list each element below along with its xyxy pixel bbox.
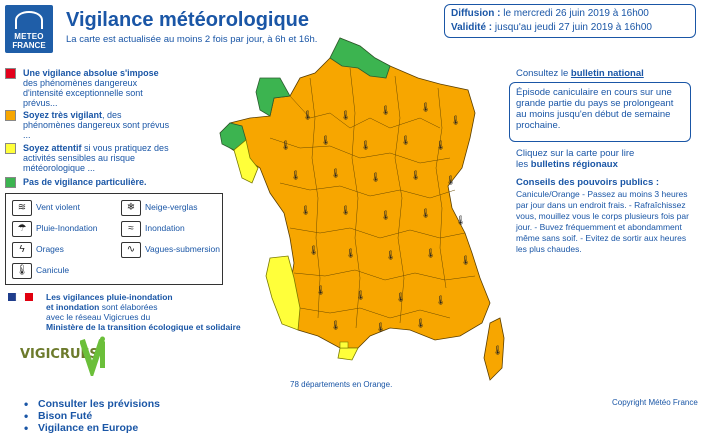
logo-line2: FRANCE — [12, 41, 46, 50]
validite-value: jusqu'au jeudi 27 juin 2019 à 16h00 — [494, 22, 652, 33]
thermometer-icon: 🌡 — [380, 105, 392, 115]
heatwave-icon: 🌡 — [12, 263, 32, 279]
situation-message: Épisode caniculaire en cours sur une grande partie du pays se prolongeant au moins jusqu'en début de semaine prochaine. — [516, 87, 674, 131]
rain-flood-label: Pluie-Inondation — [36, 223, 98, 233]
regional-line1: Cliquez sur la carte pour lire — [516, 148, 635, 159]
snow-ice-icon: ❄ — [121, 200, 141, 216]
legend-green-strong: Pas de vigilance particulière. — [23, 177, 147, 187]
wind-icon: ≋ — [12, 200, 32, 216]
advice-section — [516, 177, 696, 255]
storm-label: Orages — [36, 244, 64, 254]
legend-red-strong: Une vigilance absolue s'impose — [23, 68, 159, 78]
yellow-swatch — [5, 143, 16, 154]
thermometer-icon: 🌡 — [415, 318, 427, 328]
thermometer-icon: 🌡 — [380, 210, 392, 220]
bulletin-prefix: Consultez le — [516, 68, 571, 79]
meteo-france-logo[interactable] — [5, 5, 53, 53]
regional-line — [516, 148, 634, 170]
vigicrues-line2-strong: et inondation — [46, 302, 100, 312]
thermometer-icon: 🌡 — [340, 205, 352, 215]
logo-line1: METEO — [14, 32, 44, 41]
thermometer-icon: 🌡 — [492, 345, 504, 355]
thermometer-icon: 🌡 — [330, 168, 342, 178]
heatwave-label: Canicule — [36, 265, 70, 275]
thermometer-icon: 🌡 — [315, 285, 327, 295]
validite-label: Validité : — [451, 22, 493, 33]
red-swatch — [5, 68, 16, 79]
thermometer-icon: 🌡 — [385, 250, 397, 260]
regional-link[interactable]: bulletins régionaux — [530, 159, 618, 170]
french-flag-icon — [8, 293, 33, 301]
storm-icon: ϟ — [12, 242, 32, 258]
thermometer-icon: 🌡 — [280, 140, 292, 150]
orange-swatch — [5, 110, 16, 121]
vigicrues-line1: Les vigilances pluie-inondation — [46, 292, 173, 302]
legend-yellow-text: si vous pratiquez des activités sensibles au risque météorologique ... — [23, 143, 169, 173]
thermometer-icon: 🌡 — [435, 295, 447, 305]
vigicrues-line4: Ministère de la transition écologique et solidaire — [46, 322, 241, 332]
thermometer-icon: 🌡 — [300, 205, 312, 215]
vigicrues-v-logo[interactable] — [80, 336, 110, 376]
wind-label: Vent violent — [36, 202, 80, 212]
map-yellow-south — [338, 348, 358, 360]
page-subtitle: La carte est actualisée au moins 2 fois par jour, à 6h et 16h. — [66, 34, 318, 45]
thermometer-icon: 🌡 — [425, 248, 437, 258]
thermometer-icon: 🌡 — [355, 290, 367, 300]
thermometer-icon: 🌡 — [308, 245, 320, 255]
ministry-emblem — [8, 304, 34, 324]
france-vigilance-map[interactable] — [190, 18, 510, 393]
diffusion-label: Diffusion : — [451, 8, 501, 19]
regional-prefix: les — [516, 159, 531, 170]
thermometer-icon: 🌡 — [445, 175, 457, 185]
thermometer-icon: 🌡 — [450, 115, 462, 125]
page-title: Vigilance météorologique — [66, 9, 310, 31]
wave-label: Vagues-submersion — [145, 244, 220, 254]
vigicrues-logo[interactable]: VIGICRUES — [20, 347, 99, 362]
thermometer-icon: 🌡 — [420, 102, 432, 112]
legend-yellow-strong: Soyez attentif — [23, 143, 82, 153]
advice-title: Conseils des pouvoirs publics : — [516, 177, 660, 188]
thermometer-icon: 🌡 — [360, 140, 372, 150]
thermometer-icon: 🌡 — [400, 135, 412, 145]
bulletin-national-line — [516, 68, 644, 79]
bulletin-national-link[interactable]: bulletin national — [570, 68, 644, 79]
legend-orange-strong: Soyez très vigilant — [23, 110, 103, 120]
thermometer-icon: 🌡 — [370, 172, 382, 182]
thermometer-icon: 🌡 — [455, 215, 467, 225]
copyright: Copyright Météo France — [612, 398, 698, 407]
globe-icon — [15, 11, 43, 29]
situation-message-box — [509, 82, 691, 142]
thermometer-icon: 🌡 — [410, 170, 422, 180]
wave-icon: ∿ — [121, 242, 141, 258]
legend-red-text: des phénomènes dangereux d'intensité exceptionnelle sont prévus... — [23, 78, 143, 108]
thermometer-icon: 🌡 — [395, 292, 407, 302]
map-andorra-marker — [340, 342, 348, 348]
rain-flood-icon: ☂ — [12, 221, 32, 237]
link-vigilance-europe[interactable]: • Vigilance en Europe — [24, 422, 160, 434]
thermometer-icon: 🌡 — [320, 135, 332, 145]
link-bison-fute[interactable]: • Bison Futé — [24, 410, 160, 422]
bottom-links — [24, 398, 160, 434]
flood-icon: ≈ — [121, 221, 141, 237]
green-swatch — [5, 177, 16, 188]
legend-orange-text: , des phénomènes dangereux sont prévus ... — [23, 110, 170, 140]
thermometer-icon: 🌡 — [375, 322, 387, 332]
thermometer-icon: 🌡 — [302, 110, 314, 120]
thermometer-icon: 🌡 — [290, 170, 302, 180]
diffusion-value: le mercredi 26 juin 2019 à 16h00 — [503, 8, 649, 19]
thermometer-icon: 🌡 — [435, 140, 447, 150]
thermometer-icon: 🌡 — [330, 320, 342, 330]
thermometer-icon: 🌡 — [340, 110, 352, 120]
snow-ice-label: Neige-verglas — [145, 202, 198, 212]
link-previsions[interactable]: • Consulter les prévisions — [24, 398, 160, 410]
vigicrues-line3: avec le réseau Vigicrues du — [46, 312, 151, 322]
thermometer-icon: 🌡 — [420, 208, 432, 218]
thermometer-icon: 🌡 — [460, 255, 472, 265]
departments-count: 78 départements en Orange. — [290, 380, 393, 389]
thermometer-icon: 🌡 — [345, 248, 357, 258]
advice-text: Canicule/Orange - Passez au moins 3 heures par jour dans un endroit frais. - Rafraîchissez vous, mouillez vous le corps plusieurs fois par jour. - Buvez fréquemment et abondamment même sans soif. - Evitez de sortir aux heures les plus chaudes. — [516, 189, 689, 254]
flood-label: Inondation — [145, 223, 185, 233]
vigicrues-line2-rest: sont élaborées — [99, 302, 158, 312]
